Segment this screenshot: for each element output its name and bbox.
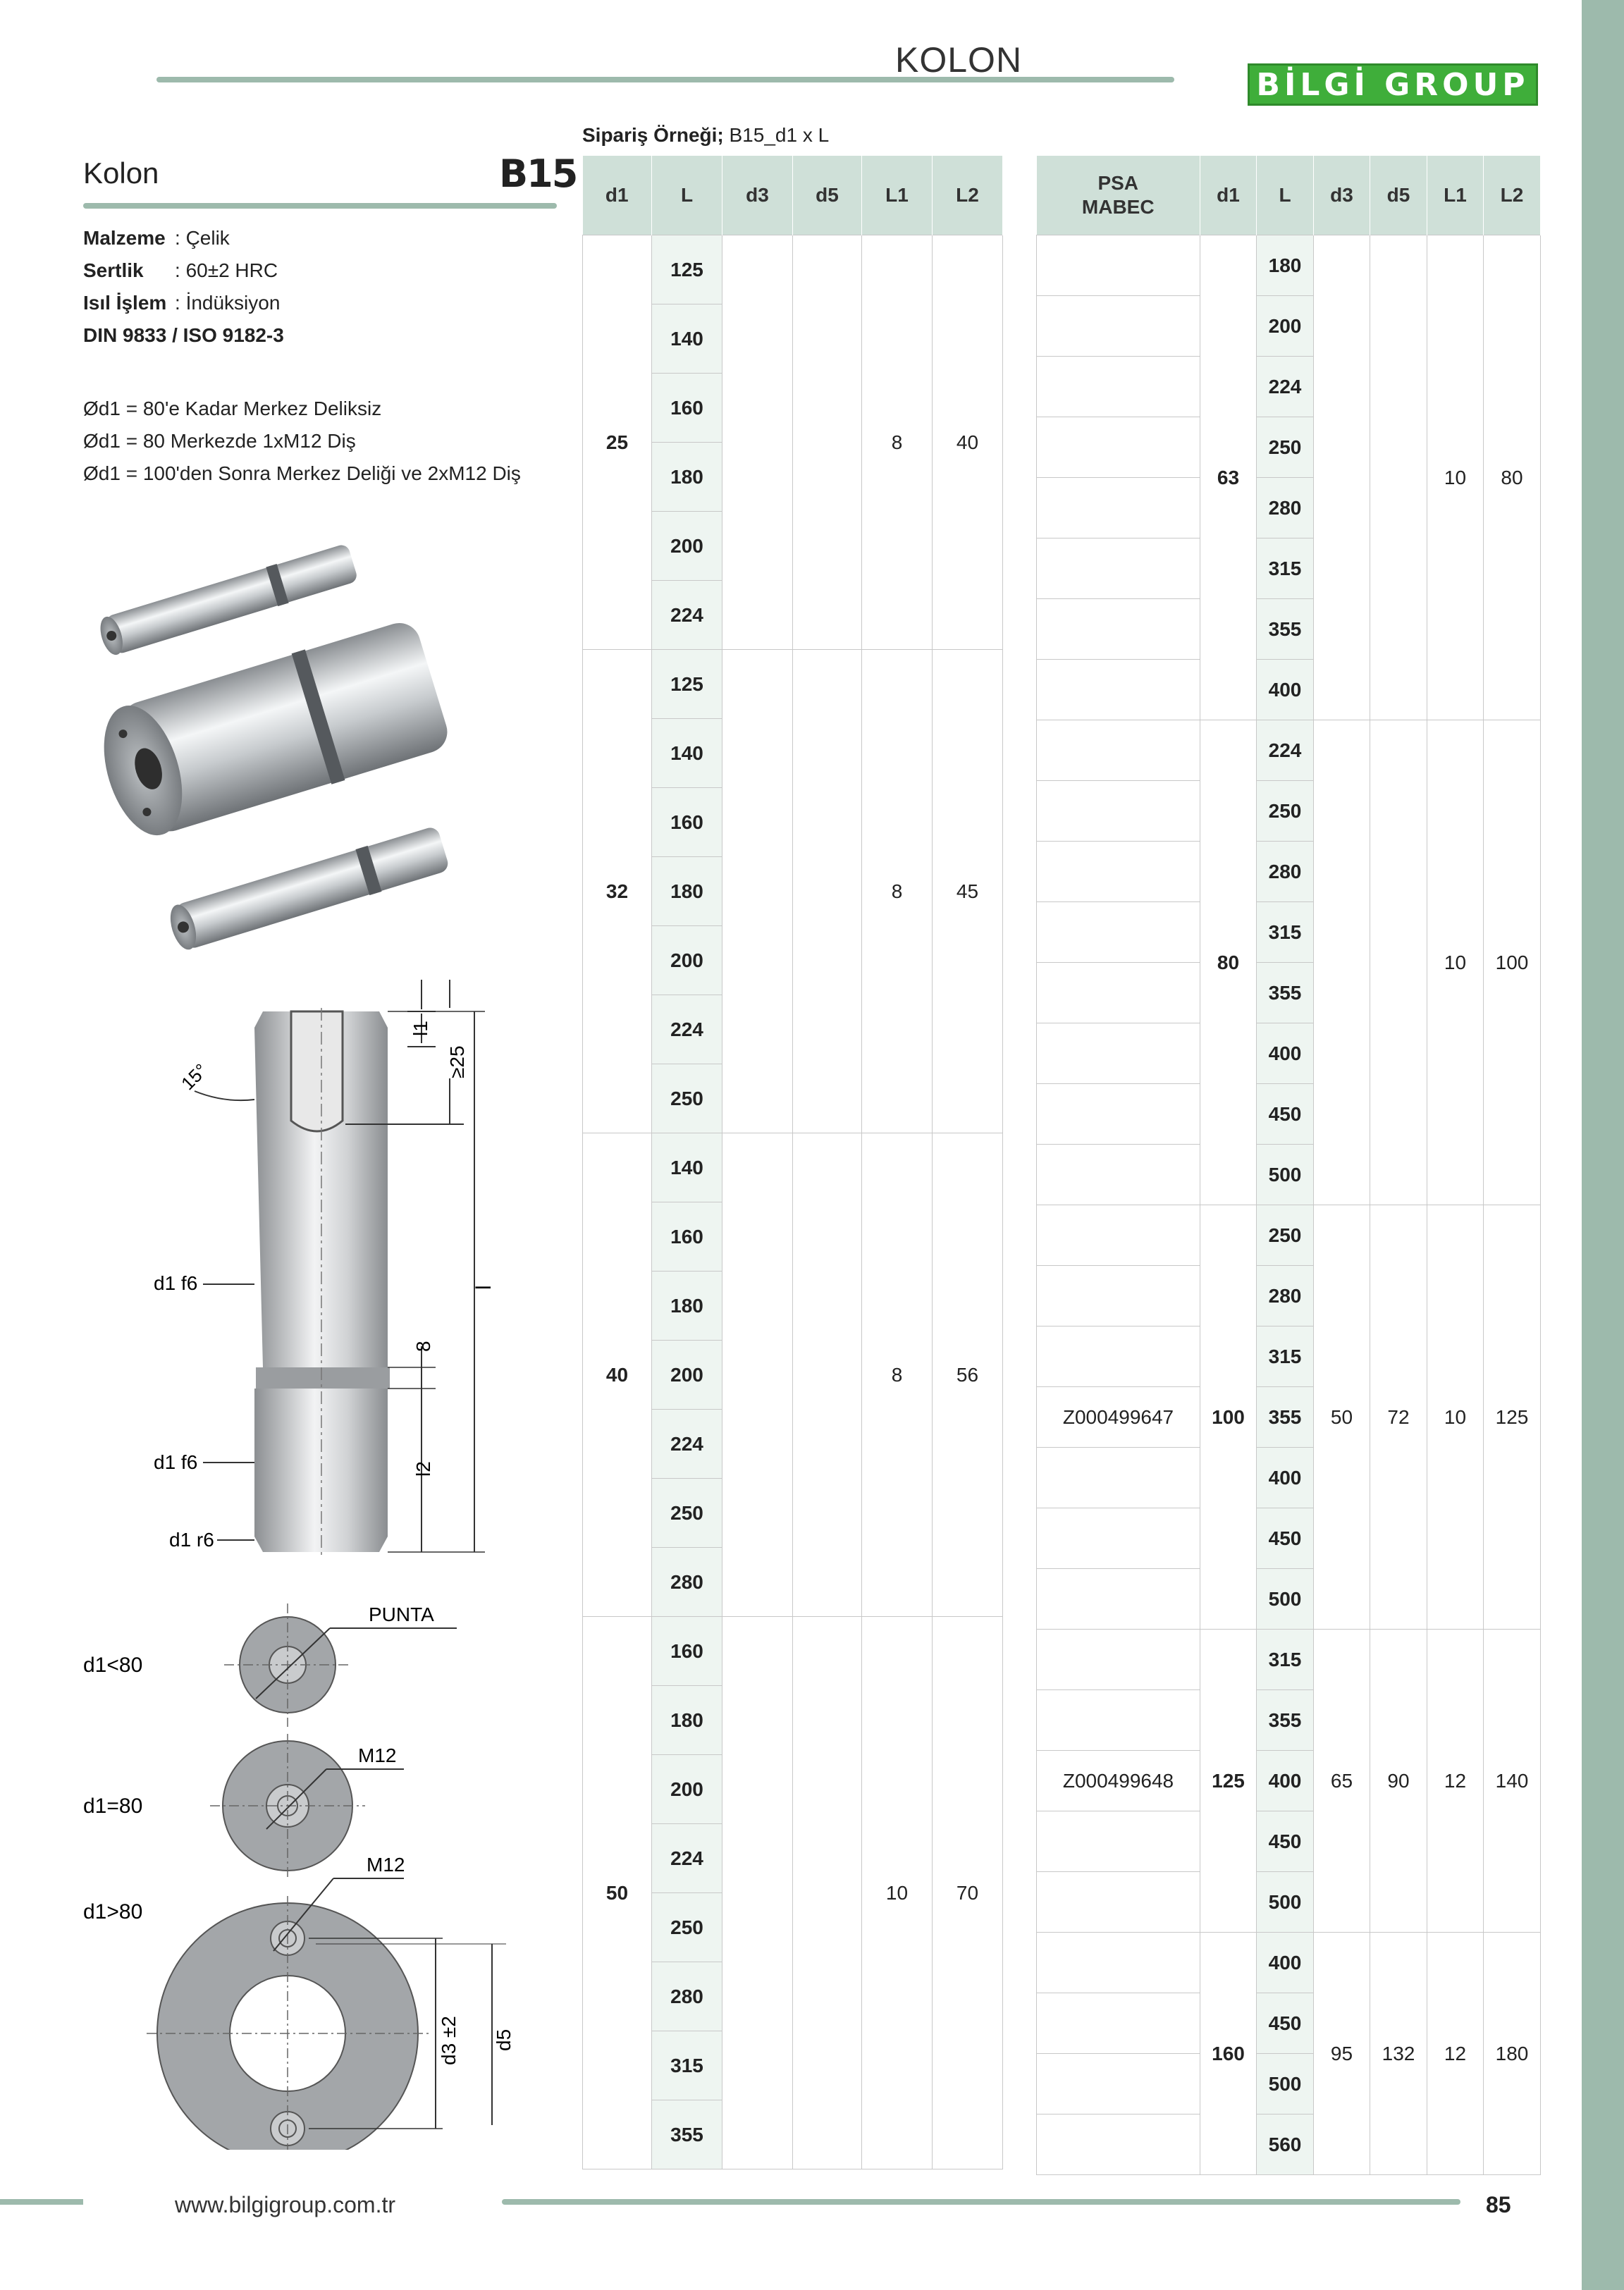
dim-l-label: l bbox=[472, 1285, 496, 1290]
cell-psa-mabec bbox=[1037, 1811, 1200, 1872]
table-row bbox=[1037, 1205, 1541, 1266]
d1f6-label-top: d1 f6 bbox=[154, 1272, 198, 1294]
cell-L: 355 bbox=[1257, 1690, 1314, 1751]
pin-large bbox=[90, 617, 453, 847]
page-number: 85 bbox=[1486, 2192, 1511, 2217]
cell-L1: 10 bbox=[1427, 235, 1484, 720]
order-example-label: Sipariş Örneği; bbox=[582, 124, 724, 146]
cell-d3: 95 bbox=[1314, 1933, 1370, 2175]
table-row bbox=[583, 650, 1003, 719]
product-name: Kolon bbox=[83, 156, 159, 190]
cell-psa-mabec bbox=[1037, 1023, 1200, 1084]
cell-L2: 140 bbox=[1484, 1630, 1541, 1933]
dimensions-table-large bbox=[1036, 156, 1541, 2175]
cell-psa-mabec bbox=[1037, 1993, 1200, 2054]
title-underline bbox=[83, 203, 557, 209]
cell-L: 180 bbox=[1257, 235, 1314, 296]
spec-label: Malzeme bbox=[83, 227, 166, 249]
table-row bbox=[583, 235, 1003, 304]
cell-L: 140 bbox=[652, 1133, 722, 1202]
cell-L: 450 bbox=[1257, 1993, 1314, 2054]
cell-d1: 80 bbox=[1200, 720, 1257, 1205]
cell-psa-mabec bbox=[1037, 1630, 1200, 1690]
dim-l2-label: l2 bbox=[412, 1461, 434, 1477]
col-header: L bbox=[1257, 156, 1314, 235]
cell-L: 224 bbox=[1257, 720, 1314, 781]
cell-L1: 12 bbox=[1427, 1630, 1484, 1933]
website-url[interactable]: www.bilgigroup.com.tr bbox=[175, 2192, 395, 2217]
spec-row: Malzeme : Çelik bbox=[83, 227, 230, 249]
col-header: L1 bbox=[862, 156, 933, 235]
cell-L: 500 bbox=[1257, 2054, 1314, 2114]
cell-L2: 40 bbox=[933, 235, 1003, 650]
cell-L: 355 bbox=[1257, 599, 1314, 660]
standard-label: DIN 9833 / ISO 9182-3 bbox=[83, 324, 284, 346]
table-row bbox=[583, 1617, 1003, 1686]
d1r6-label: d1 r6 bbox=[169, 1529, 214, 1551]
table-header-row bbox=[583, 156, 1003, 235]
cell-L: 200 bbox=[652, 1755, 722, 1824]
cell-L: 160 bbox=[652, 1202, 722, 1272]
cell-L: 450 bbox=[1257, 1508, 1314, 1569]
cell-psa-mabec bbox=[1037, 1448, 1200, 1508]
cell-L: 315 bbox=[1257, 538, 1314, 599]
pin-small-bottom bbox=[166, 825, 450, 954]
cell-d1: 40 bbox=[583, 1133, 652, 1617]
cell-L: 200 bbox=[652, 926, 722, 995]
spec-label: Sertlik bbox=[83, 259, 144, 281]
table-row bbox=[1037, 235, 1541, 296]
col-header: d3 bbox=[1314, 156, 1370, 235]
cell-L: 400 bbox=[1257, 660, 1314, 720]
cell-L: 355 bbox=[652, 2100, 722, 2169]
cell-L2: 70 bbox=[933, 1617, 1003, 2169]
cell-L: 224 bbox=[652, 1824, 722, 1893]
cell-d5 bbox=[793, 1133, 862, 1617]
col-header: L2 bbox=[1484, 156, 1541, 235]
cell-psa-mabec bbox=[1037, 1266, 1200, 1326]
cell-psa-mabec bbox=[1037, 2114, 1200, 2175]
cell-d3 bbox=[722, 1617, 793, 2169]
m12-label-b: M12 bbox=[367, 1854, 405, 1876]
cell-L: 180 bbox=[652, 443, 722, 512]
cell-L: 224 bbox=[652, 581, 722, 650]
cell-L: 500 bbox=[1257, 1872, 1314, 1933]
cell-d3 bbox=[1314, 720, 1370, 1205]
cell-L: 315 bbox=[1257, 902, 1314, 963]
cell-L: 315 bbox=[1257, 1630, 1314, 1690]
cell-L: 224 bbox=[652, 1410, 722, 1479]
note-line: Ød1 = 80 Merkezde 1xM12 Diş bbox=[83, 430, 356, 452]
cell-psa-mabec bbox=[1037, 660, 1200, 720]
cell-L1: 12 bbox=[1427, 1933, 1484, 2175]
cell-d1: 50 bbox=[583, 1617, 652, 2169]
cell-d3: 50 bbox=[1314, 1205, 1370, 1630]
pin-small-top bbox=[96, 543, 359, 658]
cell-L: 250 bbox=[1257, 1205, 1314, 1266]
cell-d3 bbox=[722, 1133, 793, 1617]
cell-psa-mabec bbox=[1037, 417, 1200, 478]
cell-d5: 72 bbox=[1370, 1205, 1427, 1630]
product-code: B15 bbox=[499, 152, 577, 196]
cell-L: 280 bbox=[652, 1962, 722, 2031]
col-header: L1 bbox=[1427, 156, 1484, 235]
cell-psa-mabec bbox=[1037, 842, 1200, 902]
cell-d3: 65 bbox=[1314, 1630, 1370, 1933]
cell-L: 160 bbox=[652, 788, 722, 857]
table-row bbox=[583, 1133, 1003, 1202]
cell-L: 180 bbox=[652, 1686, 722, 1755]
col-header: L2 bbox=[933, 156, 1003, 235]
cell-L2: 45 bbox=[933, 650, 1003, 1133]
cell-L: 500 bbox=[1257, 1569, 1314, 1630]
cell-psa-mabec bbox=[1037, 1508, 1200, 1569]
cell-d5 bbox=[793, 235, 862, 650]
cell-d1: 25 bbox=[583, 235, 652, 650]
cell-L: 280 bbox=[652, 1548, 722, 1617]
cell-L2: 80 bbox=[1484, 235, 1541, 720]
cell-L: 250 bbox=[652, 1064, 722, 1133]
col-header: d5 bbox=[793, 156, 862, 235]
cell-psa-mabec bbox=[1037, 1084, 1200, 1145]
cell-d5 bbox=[1370, 720, 1427, 1205]
cell-d1: 125 bbox=[1200, 1630, 1257, 1933]
cell-L: 280 bbox=[1257, 1266, 1314, 1326]
table-body bbox=[1037, 235, 1541, 2175]
cell-L1: 8 bbox=[862, 235, 933, 650]
angle-label: 15° bbox=[177, 1059, 212, 1095]
spec-label: Isıl İşlem bbox=[83, 292, 167, 314]
cell-L1: 8 bbox=[862, 1133, 933, 1617]
spec-row: Isıl İşlem : İndüksiyon bbox=[83, 292, 281, 314]
cell-L: 560 bbox=[1257, 2114, 1314, 2175]
cell-L: 450 bbox=[1257, 1811, 1314, 1872]
cell-L: 140 bbox=[652, 719, 722, 788]
dim-8-label: 8 bbox=[412, 1341, 434, 1352]
col-header: PSA MABEC bbox=[1037, 156, 1200, 235]
cell-d3 bbox=[722, 235, 793, 650]
cell-L: 400 bbox=[1257, 1751, 1314, 1811]
cell-L: 355 bbox=[1257, 1387, 1314, 1448]
cell-L2: 56 bbox=[933, 1133, 1003, 1617]
cell-psa-mabec bbox=[1037, 2054, 1200, 2114]
cell-L: 315 bbox=[652, 2031, 722, 2100]
cell-psa-mabec bbox=[1037, 538, 1200, 599]
cell-psa-mabec bbox=[1037, 599, 1200, 660]
cell-L: 250 bbox=[652, 1893, 722, 1962]
m12-label-a: M12 bbox=[358, 1744, 397, 1766]
cell-d5: 132 bbox=[1370, 1933, 1427, 2175]
cell-psa-mabec bbox=[1037, 1145, 1200, 1205]
cell-L2: 125 bbox=[1484, 1205, 1541, 1630]
d1-eq80-label: d1=80 bbox=[83, 1795, 143, 1818]
col-header: d1 bbox=[1200, 156, 1257, 235]
cell-L: 280 bbox=[1257, 842, 1314, 902]
cell-L2: 180 bbox=[1484, 1933, 1541, 2175]
spec-value: Çelik bbox=[185, 227, 230, 249]
cell-psa-mabec bbox=[1037, 1933, 1200, 1993]
table-header-row bbox=[1037, 156, 1541, 235]
cell-psa-mabec bbox=[1037, 1326, 1200, 1387]
footer-rule-left bbox=[0, 2199, 83, 2205]
cell-L1: 8 bbox=[862, 650, 933, 1133]
cell-psa-mabec bbox=[1037, 1205, 1200, 1266]
cell-L: 125 bbox=[652, 235, 722, 304]
cell-L1: 10 bbox=[1427, 1205, 1484, 1630]
note-line: Ød1 = 100'den Sonra Merkez Deliği ve 2xM12 Diş bbox=[83, 462, 521, 484]
table-row bbox=[1037, 1933, 1541, 1993]
cell-d5: 90 bbox=[1370, 1630, 1427, 1933]
d1-lt80-label: d1<80 bbox=[83, 1654, 143, 1677]
footer-rule-right bbox=[502, 2199, 1460, 2205]
cell-L1: 10 bbox=[862, 1617, 933, 2169]
cell-L: 140 bbox=[652, 304, 722, 374]
spec-row: Sertlik : 60±2 HRC bbox=[83, 259, 278, 281]
order-example-value: B15_d1 x L bbox=[729, 124, 830, 146]
cell-psa-mabec: Z000499648 bbox=[1037, 1751, 1200, 1811]
cell-d5 bbox=[793, 1617, 862, 2169]
spec-value: İndüksiyon bbox=[185, 292, 281, 314]
cell-psa-mabec: Z000499647 bbox=[1037, 1387, 1200, 1448]
technical-drawing-side bbox=[83, 966, 534, 1572]
cell-psa-mabec bbox=[1037, 1690, 1200, 1751]
cell-L: 400 bbox=[1257, 1023, 1314, 1084]
dim-l1-label: l1 bbox=[410, 1021, 431, 1036]
cell-L: 250 bbox=[1257, 417, 1314, 478]
cell-L: 450 bbox=[1257, 1084, 1314, 1145]
d3-label: d3 ±2 bbox=[438, 2016, 460, 2065]
cell-psa-mabec bbox=[1037, 1872, 1200, 1933]
col-header: d5 bbox=[1370, 156, 1427, 235]
cell-L: 160 bbox=[652, 1617, 722, 1686]
cell-L: 400 bbox=[1257, 1448, 1314, 1508]
cell-L: 224 bbox=[1257, 357, 1314, 417]
cell-L: 180 bbox=[652, 1272, 722, 1341]
table-row bbox=[1037, 1630, 1541, 1690]
cell-L: 280 bbox=[1257, 478, 1314, 538]
d1f6-label-bottom: d1 f6 bbox=[154, 1451, 198, 1473]
order-example bbox=[582, 124, 829, 147]
cell-L: 125 bbox=[652, 650, 722, 719]
logo-text: BİLGİ GROUP bbox=[1256, 66, 1530, 103]
col-header: d3 bbox=[722, 156, 793, 235]
cell-d1: 100 bbox=[1200, 1205, 1257, 1630]
col-header: d1 bbox=[583, 156, 652, 235]
brand-logo bbox=[1248, 63, 1538, 106]
spec-value: 60±2 HRC bbox=[185, 259, 278, 281]
cell-psa-mabec bbox=[1037, 902, 1200, 963]
cell-d3 bbox=[722, 650, 793, 1133]
cell-L: 315 bbox=[1257, 1326, 1314, 1387]
cell-d1: 32 bbox=[583, 650, 652, 1133]
table-row bbox=[1037, 720, 1541, 781]
cell-L: 224 bbox=[652, 995, 722, 1064]
cell-L2: 100 bbox=[1484, 720, 1541, 1205]
cell-d1: 63 bbox=[1200, 235, 1257, 720]
page-title: KOLON bbox=[895, 40, 1023, 80]
cell-psa-mabec bbox=[1037, 296, 1200, 357]
col-header: L bbox=[652, 156, 722, 235]
cell-d5 bbox=[1370, 235, 1427, 720]
cell-L: 160 bbox=[652, 374, 722, 443]
cell-psa-mabec bbox=[1037, 478, 1200, 538]
cell-psa-mabec bbox=[1037, 781, 1200, 842]
cell-d1: 160 bbox=[1200, 1933, 1257, 2175]
d1-gt80-label: d1>80 bbox=[83, 1900, 143, 1923]
cell-L: 250 bbox=[652, 1479, 722, 1548]
cell-L: 355 bbox=[1257, 963, 1314, 1023]
cell-L: 200 bbox=[1257, 296, 1314, 357]
note-line: Ød1 = 80'e Kadar Merkez Deliksiz bbox=[83, 398, 382, 419]
dimensions-table-small bbox=[582, 156, 1003, 2169]
cell-L: 250 bbox=[1257, 781, 1314, 842]
cell-L: 180 bbox=[652, 857, 722, 926]
cell-L: 400 bbox=[1257, 1933, 1314, 1993]
punta-label: PUNTA bbox=[369, 1603, 434, 1625]
cell-psa-mabec bbox=[1037, 357, 1200, 417]
table-body bbox=[583, 235, 1003, 2169]
cell-psa-mabec bbox=[1037, 1569, 1200, 1630]
side-accent-bar bbox=[1582, 0, 1624, 2290]
technical-drawing-ends bbox=[83, 1600, 534, 2150]
cell-L: 500 bbox=[1257, 1145, 1314, 1205]
cell-psa-mabec bbox=[1037, 963, 1200, 1023]
cell-L: 200 bbox=[652, 1341, 722, 1410]
cell-d5 bbox=[793, 650, 862, 1133]
cell-psa-mabec bbox=[1037, 720, 1200, 781]
dim-ge25-label: ≥25 bbox=[446, 1045, 468, 1078]
product-photo bbox=[83, 507, 548, 959]
cell-psa-mabec bbox=[1037, 235, 1200, 296]
cell-L: 200 bbox=[652, 512, 722, 581]
cell-d3 bbox=[1314, 235, 1370, 720]
cell-L1: 10 bbox=[1427, 720, 1484, 1205]
d5-label: d5 bbox=[493, 2029, 515, 2051]
